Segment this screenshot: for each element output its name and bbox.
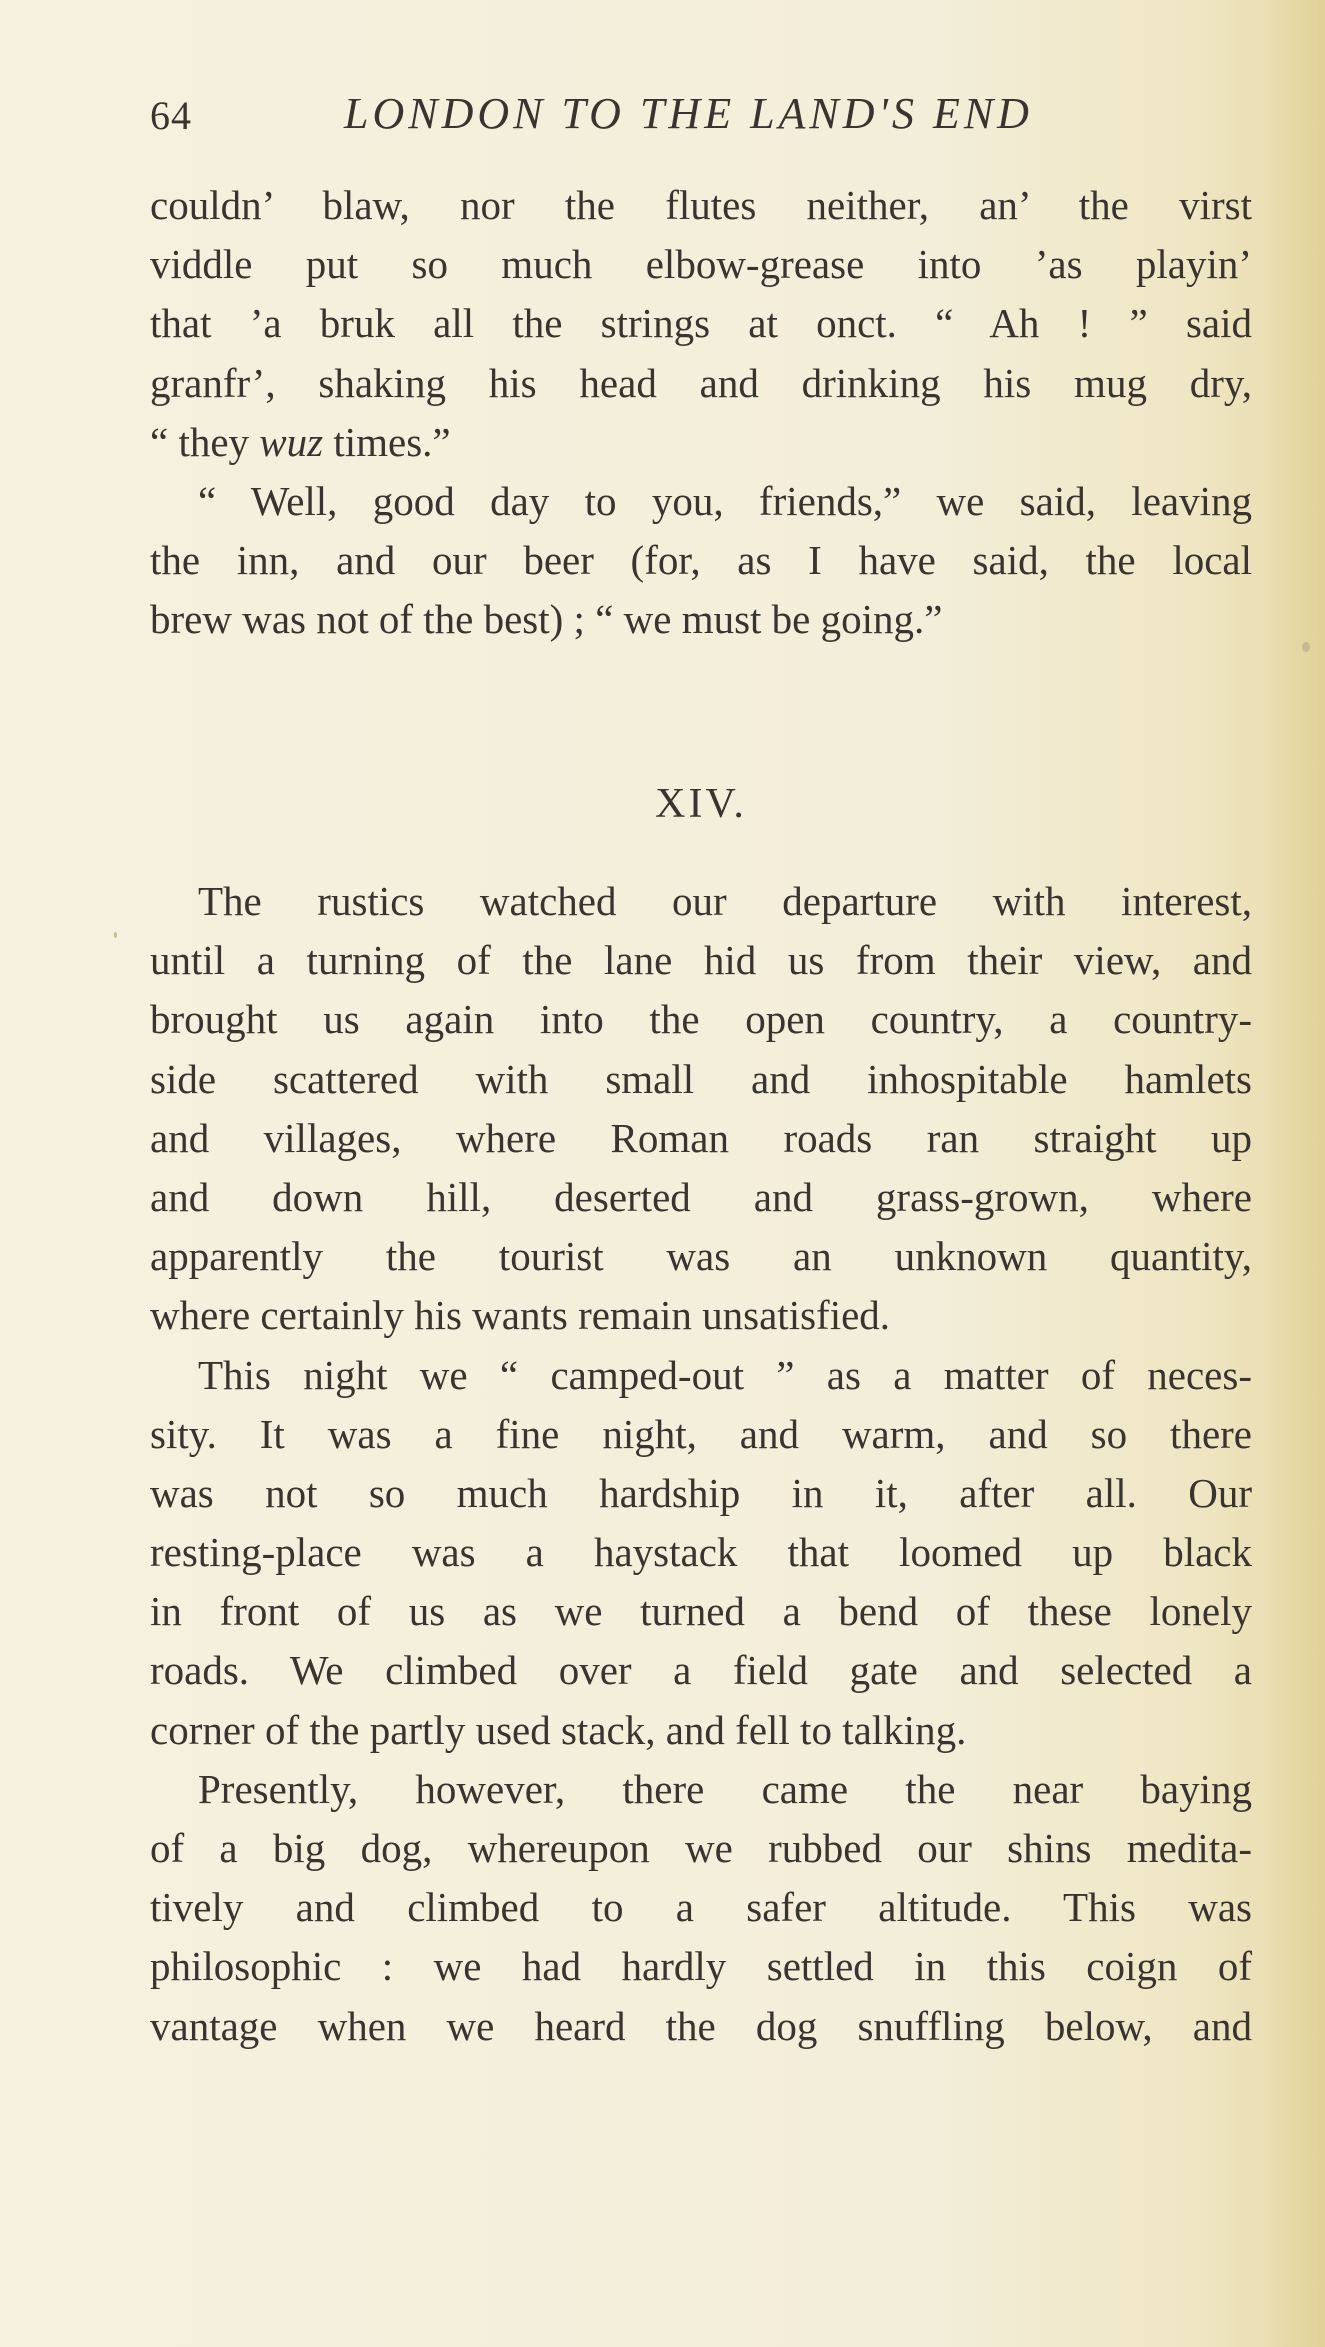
page-edge-shading bbox=[1265, 0, 1325, 2347]
text-line: philosophic : we had hardly settled in this coign of bbox=[150, 1943, 1252, 1990]
text-line: This night we “ camped-out ” as a matter of neces- bbox=[198, 1351, 1252, 1398]
text-line: where certainly his wants remain unsatisfied. bbox=[150, 1292, 891, 1339]
text-line: tively and climbed to a safer altitude. This was bbox=[150, 1884, 1252, 1931]
text-fragment: “ they bbox=[150, 418, 260, 465]
text-fragment: times.” bbox=[323, 418, 451, 465]
text-line: couldn’ blaw, nor the flutes neither, an’ the virst bbox=[150, 182, 1252, 228]
text-block-1 bbox=[150, 176, 1252, 650]
running-head: LONDON TO THE LAND'S END bbox=[344, 89, 1033, 138]
text-line: until a turning of the lane hid us from their view, and bbox=[150, 937, 1252, 984]
page-header bbox=[150, 88, 1250, 148]
text-line: Presently, however, there came the near baying bbox=[198, 1765, 1252, 1812]
text-line: the inn, and our beer (for, as I have said, the local bbox=[150, 537, 1252, 584]
italic-word: wuz bbox=[259, 418, 324, 465]
text-line: and down hill, deserted and grass-grown, where bbox=[150, 1173, 1252, 1220]
text-line: viddle put so much elbow-grease into ’as playin’ bbox=[150, 241, 1252, 288]
text-line bbox=[150, 413, 1252, 472]
text-line: was not so much hardship in it, after all. Our bbox=[150, 1469, 1252, 1516]
text-line: resting-place was a haystack that loomed up black bbox=[150, 1529, 1252, 1576]
text-line: of a big dog, whereupon we rubbed our shins medita- bbox=[150, 1825, 1252, 1871]
text-line: brew was not of the best) ; “ we must be going.” bbox=[150, 596, 943, 643]
text-line: granfr’, shaking his head and drinking his mug dry, bbox=[150, 359, 1252, 406]
page-number: 64 bbox=[150, 93, 192, 138]
text-line: The rustics watched our departure with interest, bbox=[198, 878, 1252, 924]
text-line: side scattered with small and inhospitable hamlets bbox=[150, 1055, 1252, 1102]
chapter-heading: XIV. bbox=[655, 781, 747, 827]
text-line: vantage when we heard the dog snuffling below, and bbox=[150, 2002, 1252, 2049]
text-block-2 bbox=[150, 872, 1252, 2056]
text-line: roads. We climbed over a field gate and selected a bbox=[150, 1647, 1252, 1694]
text-line: “ Well, good day to you, friends,” we said, leaving bbox=[198, 477, 1252, 524]
paper-speck bbox=[1302, 642, 1310, 652]
text-line: corner of the partly used stack, and fell to talking. bbox=[150, 1706, 967, 1753]
text-line: in front of us as we turned a bend of these lonely bbox=[150, 1588, 1252, 1635]
text-line: and villages, where Roman roads ran straight up bbox=[150, 1114, 1252, 1161]
text-line: apparently the tourist was an unknown quantity, bbox=[150, 1233, 1252, 1280]
text-line: brought us again into the open country, a country- bbox=[150, 996, 1252, 1043]
text-line: that ’a bruk all the strings at onct. “ Ah ! ” said bbox=[150, 300, 1252, 347]
paper-speck bbox=[114, 932, 117, 938]
text-line: sity. It was a fine night, and warm, and so there bbox=[150, 1410, 1252, 1457]
